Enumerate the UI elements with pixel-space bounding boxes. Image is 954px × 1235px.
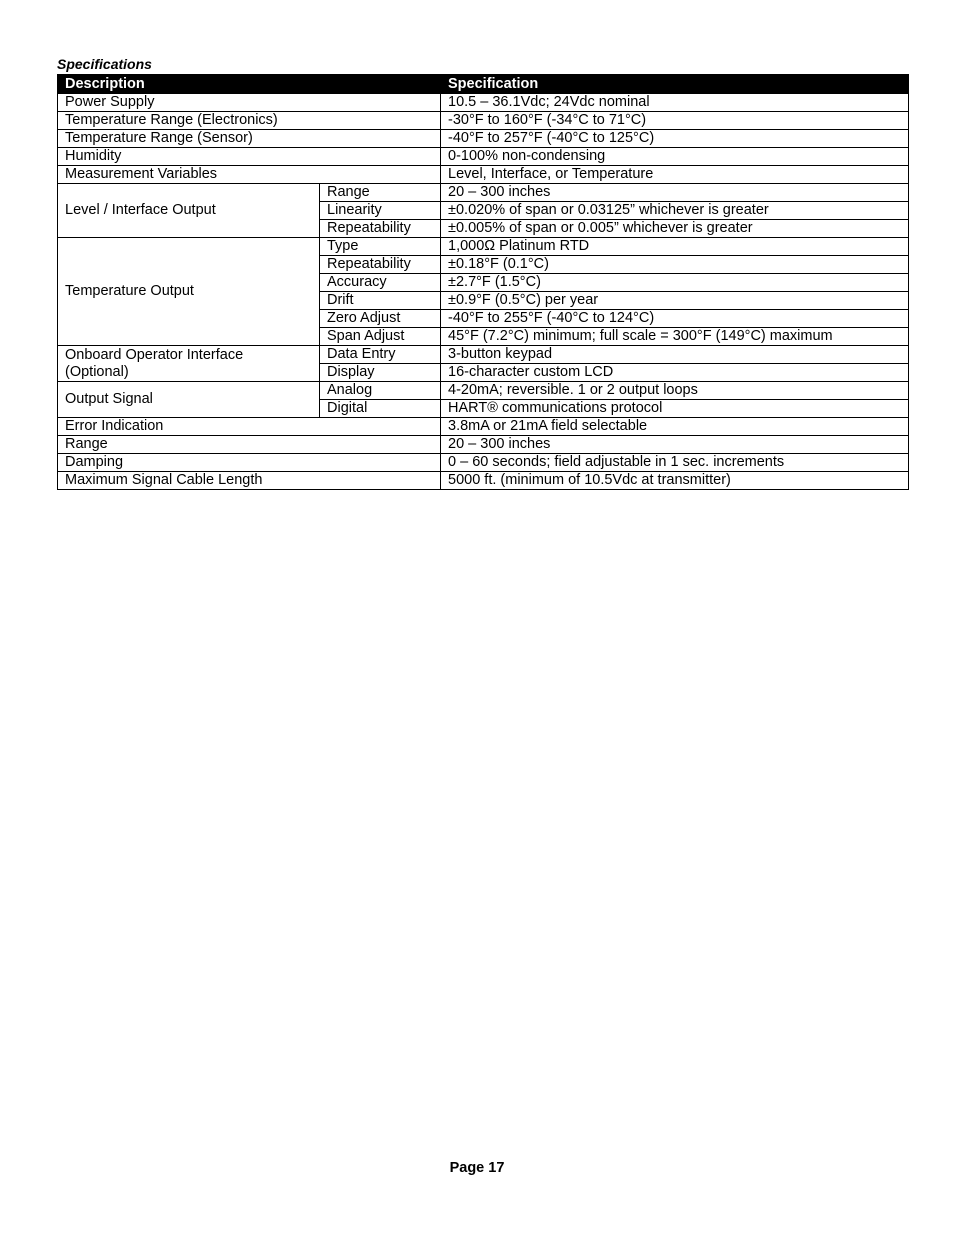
row-value: 20 – 300 inches (441, 436, 909, 454)
table-row (58, 130, 909, 148)
row-label: Range (58, 436, 441, 454)
row-value: 5000 ft. (minimum of 10.5Vdc at transmitter) (441, 472, 909, 490)
row-label: Power Supply (58, 94, 441, 112)
row-label: Damping (58, 454, 441, 472)
sub-label: Accuracy (320, 274, 441, 292)
row-label: Measurement Variables (58, 166, 441, 184)
sub-label: Repeatability (320, 256, 441, 274)
row-value: 3.8mA or 21mA field selectable (441, 418, 909, 436)
row-value: -30°F to 160°F (-34°C to 71°C) (441, 112, 909, 130)
row-value: 16-character custom LCD (441, 364, 909, 382)
sub-label: Digital (320, 400, 441, 418)
row-value: ±0.005% of span or 0.005” whichever is greater (441, 220, 909, 238)
row-value: ±0.18°F (0.1°C) (441, 256, 909, 274)
row-value: 45°F (7.2°C) minimum; full scale = 300°F (149°C) maximum (441, 328, 909, 346)
table-header-row (58, 75, 909, 94)
group-label: Temperature Output (58, 238, 320, 346)
row-label: Temperature Range (Electronics) (58, 112, 441, 130)
row-value: -40°F to 255°F (-40°C to 124°C) (441, 310, 909, 328)
table-row (58, 166, 909, 184)
sub-label: Drift (320, 292, 441, 310)
row-value: 1,000Ω Platinum RTD (441, 238, 909, 256)
table-row (58, 184, 909, 202)
row-value: -40°F to 257°F (-40°C to 125°C) (441, 130, 909, 148)
sub-label: Data Entry (320, 346, 441, 364)
row-value: 4-20mA; reversible. 1 or 2 output loops (441, 382, 909, 400)
row-value: 0 – 60 seconds; field adjustable in 1 sec. increments (441, 454, 909, 472)
header-description: Description (58, 75, 441, 94)
table-row (58, 454, 909, 472)
sub-label: Analog (320, 382, 441, 400)
row-value: ±2.7°F (1.5°C) (441, 274, 909, 292)
table-row (58, 94, 909, 112)
table-row (58, 238, 909, 256)
sub-label: Linearity (320, 202, 441, 220)
row-value: Level, Interface, or Temperature (441, 166, 909, 184)
table-row (58, 346, 909, 364)
row-value: HART® communications protocol (441, 400, 909, 418)
row-label: Temperature Range (Sensor) (58, 130, 441, 148)
row-value: 3-button keypad (441, 346, 909, 364)
group-label: Level / Interface Output (58, 184, 320, 238)
row-value: 10.5 – 36.1Vdc; 24Vdc nominal (441, 94, 909, 112)
table-row (58, 472, 909, 490)
row-value: ±0.9°F (0.5°C) per year (441, 292, 909, 310)
group-label (58, 346, 320, 382)
sub-label: Repeatability (320, 220, 441, 238)
group-label-line2: (Optional) (65, 363, 129, 380)
sub-label: Type (320, 238, 441, 256)
table-row (58, 382, 909, 400)
table-row (58, 418, 909, 436)
row-label: Error Indication (58, 418, 441, 436)
specifications-table (57, 74, 909, 490)
page-number: Page 17 (449, 1160, 505, 1176)
row-label: Humidity (58, 148, 441, 166)
sub-label: Span Adjust (320, 328, 441, 346)
table-row (58, 112, 909, 130)
table-row (58, 148, 909, 166)
sub-label: Range (320, 184, 441, 202)
table-row (58, 436, 909, 454)
row-value: 20 – 300 inches (441, 184, 909, 202)
sub-label: Zero Adjust (320, 310, 441, 328)
sub-label: Display (320, 364, 441, 382)
group-label-line1: Onboard Operator Interface (65, 346, 244, 363)
group-label: Output Signal (58, 382, 320, 418)
row-value: ±0.020% of span or 0.03125” whichever is greater (441, 202, 909, 220)
row-label: Maximum Signal Cable Length (58, 472, 441, 490)
header-specification: Specification (441, 75, 909, 94)
row-value: 0-100% non-condensing (441, 148, 909, 166)
section-title: Specifications (57, 56, 152, 72)
